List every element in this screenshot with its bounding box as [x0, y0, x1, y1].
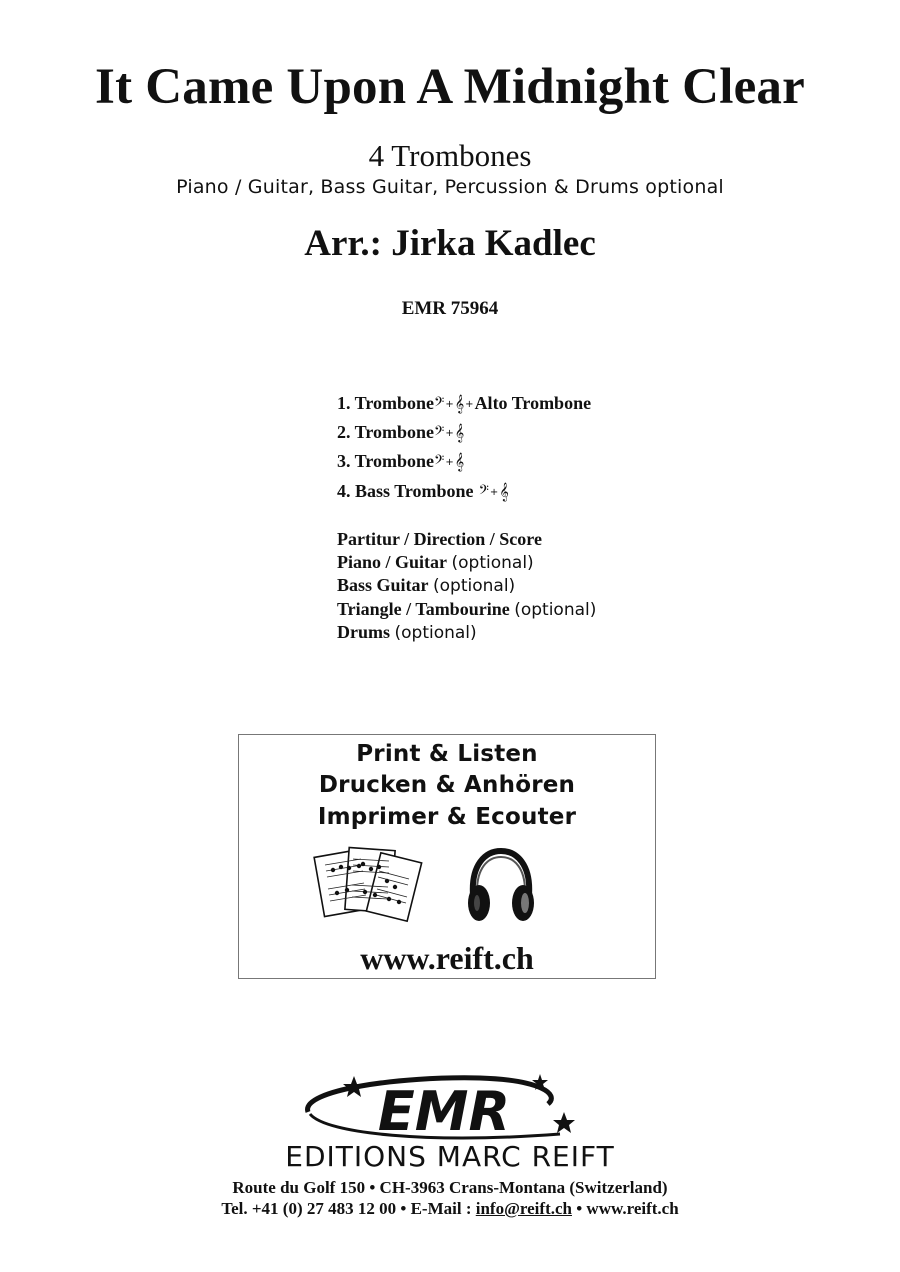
extra-label: Triangle / Tambourine: [337, 598, 510, 619]
web-text: • www.reift.ch: [571, 1199, 679, 1218]
bass-clef-icon: 𝄢: [434, 394, 445, 413]
arranger: Arr.: Jirka Kadlec: [304, 223, 596, 264]
publisher-contact: [0, 1199, 900, 1219]
bass-clef-icon: 𝄢: [434, 423, 445, 442]
catalog-number: EMR 75964: [401, 298, 499, 319]
publisher-address: Route du Golf 150 • CH-3963 Crans-Montana (Switzerland): [232, 1178, 668, 1197]
extra-row: [337, 621, 596, 645]
part-label: 1. Trombone: [337, 393, 435, 413]
treble-clef-icon: 𝄞: [454, 452, 465, 471]
extra-label: Partitur / Direction / Score: [337, 529, 542, 549]
promo-line: Print & Listen: [356, 741, 538, 767]
bass-clef-icon: 𝄢: [434, 452, 445, 471]
extra-label: Piano / Guitar: [337, 551, 448, 572]
subtitle: 4 Trombones: [368, 138, 532, 173]
sheet-music-icon: [313, 843, 423, 925]
extra-note: (optional): [514, 599, 597, 620]
promo-line: Drucken & Anhören: [318, 772, 576, 798]
instrumentation-note: Piano / Guitar, Bass Guitar, Percussion & Drums optional: [176, 176, 724, 198]
extra-row: [337, 598, 596, 622]
extra-row: [337, 574, 596, 598]
treble-clef-icon: 𝄞: [499, 482, 509, 501]
extra-label: Drums: [337, 622, 390, 643]
treble-clef-icon: 𝄞: [454, 394, 465, 413]
part-row: [337, 481, 509, 502]
email-link[interactable]: info@reift.ch: [475, 1199, 572, 1218]
extra-note: (optional): [394, 623, 477, 644]
clef-icons: 𝄢+𝄞: [434, 423, 465, 442]
clef-icons: 𝄢+𝄞: [434, 452, 465, 471]
part-label: 4. Bass Trombone: [337, 481, 474, 501]
promo-line: Imprimer & Ecouter: [317, 804, 577, 830]
title: It Came Upon A Midnight Clear: [95, 59, 805, 115]
extra-label: Bass Guitar: [337, 575, 429, 596]
headphones-icon: [465, 847, 537, 927]
bass-clef-icon: 𝄢: [478, 482, 489, 501]
extras-list: [337, 528, 596, 645]
promo-url[interactable]: www.reift.ch: [360, 940, 534, 976]
extra-note: (optional): [433, 576, 516, 597]
part-row: [337, 422, 464, 443]
extra-row: [337, 528, 596, 551]
print-listen-box: [238, 734, 656, 979]
publisher-name: EDITIONS MARC REIFT: [285, 1140, 615, 1172]
extra-note: (optional): [451, 552, 534, 573]
logo-text: EMR: [377, 1080, 511, 1143]
clef-icons: 𝄢+𝄞: [478, 482, 509, 501]
part-row: [337, 393, 591, 414]
phone-text: Tel. +41 (0) 27 483 12 00 • E-Mail :: [221, 1199, 476, 1218]
emr-logo: [230, 1072, 680, 1172]
clef-icons: 𝄢+𝄞+: [434, 394, 474, 413]
part-label: 3. Trombone: [337, 451, 435, 471]
extra-row: [337, 551, 596, 575]
treble-clef-icon: 𝄞: [454, 423, 465, 442]
part-label: 2. Trombone: [337, 422, 435, 442]
part-extra: Alto Trombone: [474, 393, 592, 413]
part-row: [337, 451, 464, 472]
